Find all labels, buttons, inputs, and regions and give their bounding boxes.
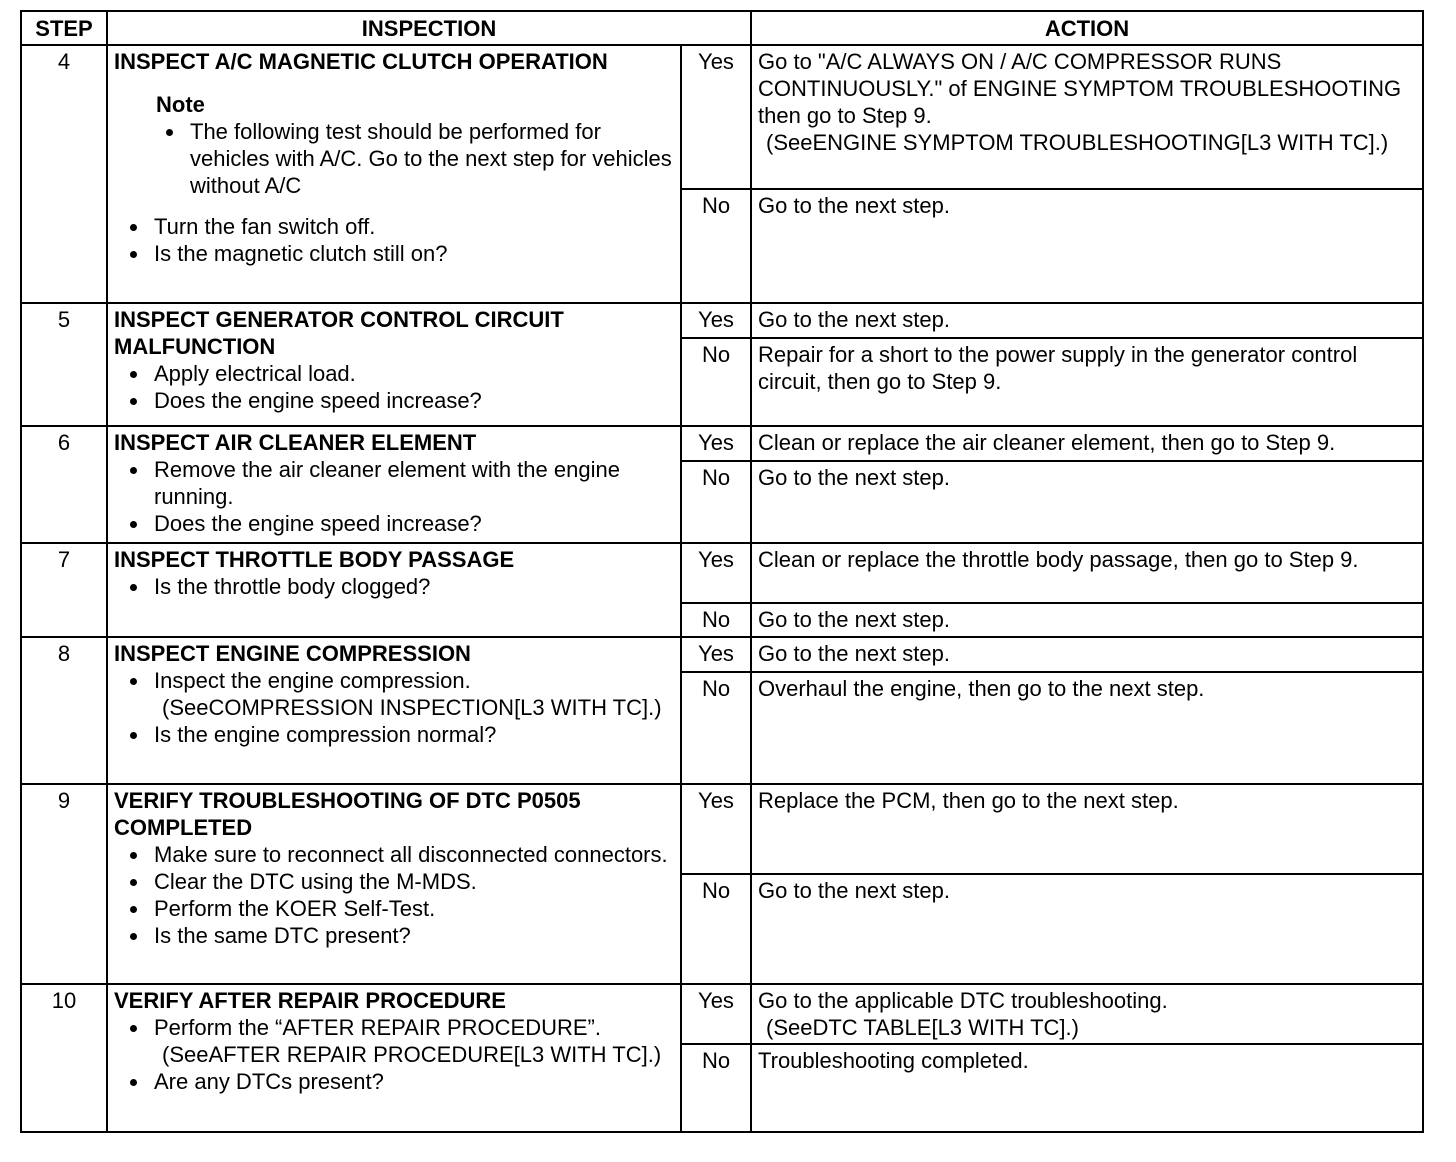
inspection-bullet: • Is the magnetic clutch still on? (150, 240, 674, 267)
inspection-bullet (150, 667, 674, 721)
inspection-cell (107, 426, 681, 543)
no-label: No (681, 603, 751, 637)
inspection-bullet: • Make sure to reconnect all disconnected connectors. (150, 841, 674, 868)
step-number: 6 (21, 426, 107, 543)
step-number: 4 (21, 45, 107, 303)
inspection-cell (107, 45, 681, 303)
yes-action-reference: (SeeDTC TABLE[L3 WITH TC].) (766, 1015, 1079, 1040)
yes-label: Yes (681, 984, 751, 1044)
inspection-cell (107, 784, 681, 984)
yes-label: Yes (681, 784, 751, 874)
inspection-bullet: • Are any DTCs present? (150, 1068, 674, 1095)
step-5-yes-row (21, 303, 1423, 338)
yes-label: Yes (681, 426, 751, 461)
step-10-yes-row (21, 984, 1423, 1044)
header-action: ACTION (751, 11, 1423, 45)
inspection-bullet: • Does the engine speed increase? (150, 510, 674, 537)
yes-action: Replace the PCM, then go to the next step. (751, 784, 1423, 874)
no-label: No (681, 461, 751, 543)
header-step: STEP (21, 11, 107, 45)
troubleshooting-table (20, 10, 1424, 1133)
inspection-title: INSPECT THROTTLE BODY PASSAGE (114, 547, 515, 572)
step-number: 5 (21, 303, 107, 426)
yes-action: Clean or replace the air cleaner element, then go to Step 9. (751, 426, 1423, 461)
inspection-reference: (SeeCOMPRESSION INSPECTION[L3 WITH TC].) (162, 695, 662, 720)
no-action: Overhaul the engine, then go to the next step. (751, 672, 1423, 784)
yes-action: Go to the next step. (751, 637, 1423, 672)
inspection-title: INSPECT GENERATOR CONTROL CIRCUIT MALFUNCTION (114, 307, 564, 359)
step-7-yes-row (21, 543, 1423, 603)
no-action: Go to the next step. (751, 189, 1423, 303)
step-number: 10 (21, 984, 107, 1132)
header-inspection: INSPECTION (107, 11, 751, 45)
inspection-title: INSPECT A/C MAGNETIC CLUTCH OPERATION (114, 49, 608, 74)
step-9-yes-row (21, 784, 1423, 874)
no-label: No (681, 338, 751, 426)
no-action: Repair for a short to the power supply in the generator control circuit, then go to Step 9. (751, 338, 1423, 426)
inspection-bullet: • Apply electrical load. (150, 360, 674, 387)
inspection-bullet: • Does the engine speed increase? (150, 387, 674, 414)
header-row (21, 11, 1423, 45)
note-label: Note (156, 92, 205, 117)
yes-action (751, 984, 1423, 1044)
yes-label: Yes (681, 45, 751, 189)
no-label: No (681, 189, 751, 303)
step-number: 7 (21, 543, 107, 637)
inspection-title: INSPECT AIR CLEANER ELEMENT (114, 430, 477, 455)
step-4-yes-row (21, 45, 1423, 189)
yes-action (751, 45, 1423, 189)
step-number: 9 (21, 784, 107, 984)
inspection-title: VERIFY TROUBLESHOOTING OF DTC P0505 COMPLETED (114, 788, 581, 840)
step-8-yes-row (21, 637, 1423, 672)
inspection-bullet: • Remove the air cleaner element with the engine running. (150, 456, 674, 510)
no-label: No (681, 1044, 751, 1132)
no-action: Go to the next step. (751, 461, 1423, 543)
note-block (114, 91, 674, 199)
no-label: No (681, 874, 751, 984)
step-6-yes-row (21, 426, 1423, 461)
inspection-bullet: • Is the same DTC present? (150, 922, 674, 949)
inspection-title: VERIFY AFTER REPAIR PROCEDURE (114, 988, 506, 1013)
step-number: 8 (21, 637, 107, 784)
yes-action: Go to the next step. (751, 303, 1423, 338)
inspection-bullet-text: Perform the “AFTER REPAIR PROCEDURE”. (154, 1015, 601, 1040)
inspection-bullet: • Perform the KOER Self-Test. (150, 895, 674, 922)
no-label: No (681, 672, 751, 784)
note-bullet: • The following test should be performed for vehicles with A/C. Go to the next step for vehicles without A/C (186, 118, 674, 199)
inspection-cell (107, 543, 681, 637)
yes-label: Yes (681, 543, 751, 603)
inspection-cell (107, 637, 681, 784)
inspection-bullet: • Is the throttle body clogged? (150, 573, 674, 600)
yes-action-reference: (SeeENGINE SYMPTOM TROUBLESHOOTING[L3 WITH TC].) (766, 130, 1389, 155)
inspection-bullet: • Clear the DTC using the M-MDS. (150, 868, 674, 895)
yes-label: Yes (681, 637, 751, 672)
yes-label: Yes (681, 303, 751, 338)
no-action: Troubleshooting completed. (751, 1044, 1423, 1132)
no-action: Go to the next step. (751, 603, 1423, 637)
inspection-bullet-text: Inspect the engine compression. (154, 668, 471, 693)
no-action: Go to the next step. (751, 874, 1423, 984)
inspection-bullet (150, 1014, 674, 1068)
inspection-reference: (SeeAFTER REPAIR PROCEDURE[L3 WITH TC].) (162, 1042, 662, 1067)
yes-action-text: Go to "A/C ALWAYS ON / A/C COMPRESSOR RUNS CONTINUOUSLY." of ENGINE SYMPTOM TROUBLESHOOTING then go to Step 9. (758, 49, 1402, 128)
inspection-cell (107, 984, 681, 1132)
inspection-bullet: • Turn the fan switch off. (150, 213, 674, 240)
yes-action-text: Go to the applicable DTC troubleshooting. (758, 988, 1168, 1013)
inspection-bullet: • Is the engine compression normal? (150, 721, 674, 748)
inspection-title: INSPECT ENGINE COMPRESSION (114, 641, 471, 666)
inspection-cell (107, 303, 681, 426)
yes-action: Clean or replace the throttle body passage, then go to Step 9. (751, 543, 1423, 603)
